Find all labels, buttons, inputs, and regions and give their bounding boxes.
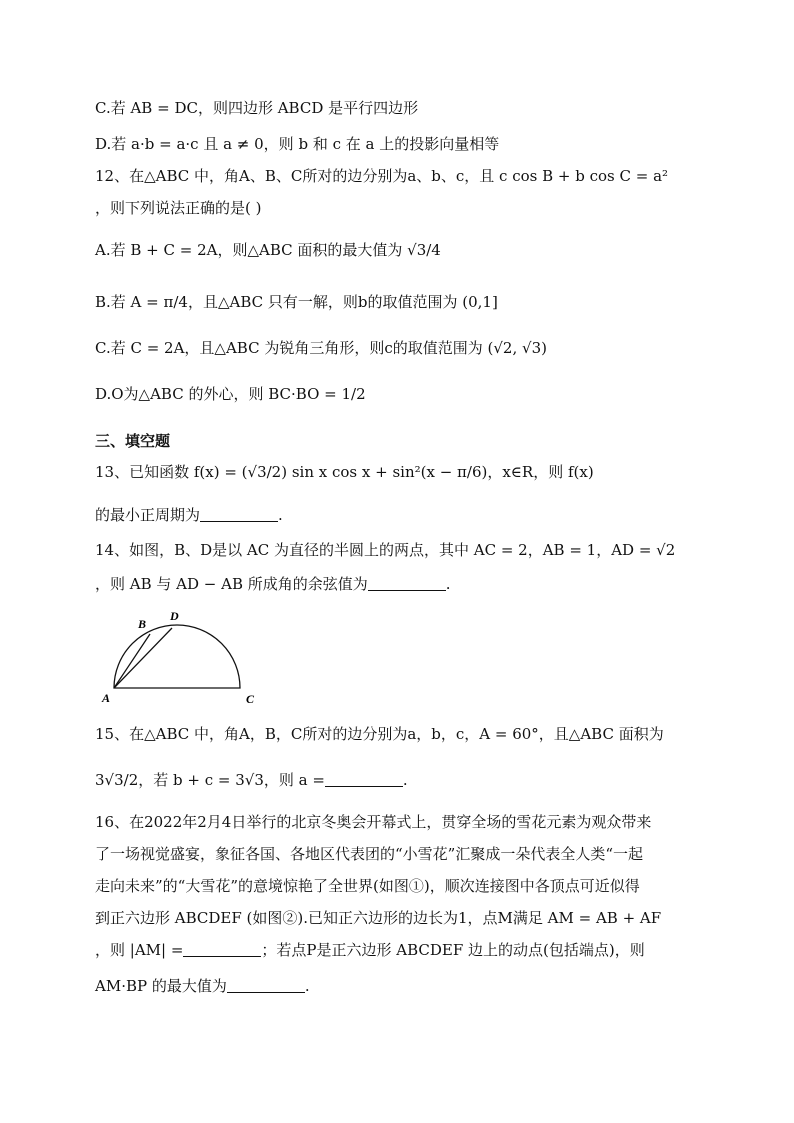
q16-line5: ，则 |AM| = ；若点P是正六边形 ABCDEF 边上的动点(包括端点)，则 <box>95 941 645 959</box>
label-b: B <box>138 617 147 631</box>
semicircle-figure <box>100 608 270 708</box>
q14-line1: 14、如图，B、D是以 AC 为直径的半圆上的两点，其中 AC = 2，AB = 1，AD = √2 <box>95 541 676 559</box>
q11-option-c: C.若 AB = DC，则四边形 ABCD 是平行四边形 <box>95 99 419 117</box>
segment-ad <box>114 628 172 688</box>
q14-line2: ，则 AB 与 AD − AB 所成角的余弦值为 . <box>95 575 451 593</box>
label-a: A <box>102 691 111 705</box>
label-c: C <box>246 692 255 706</box>
q12-option-b: B.若 A = π/4，且△ABC 只有一解，则b的取值范围为 (0,1] <box>95 293 498 311</box>
answer-blank <box>183 942 261 957</box>
q12-option-c: C.若 C = 2A，且△ABC 为锐角三角形，则c的取值范围为 (√2, √3) <box>95 339 547 357</box>
q12-stem-line1: 12、在△ABC 中，角A、B、C所对的边分别为a、b、c，且 c cos B + b cos C = a² <box>95 167 669 185</box>
q16-line4: 到正六边形 ABCDEF (如图②).已知正六边形的边长为1，点M满足 AM = AB + AF <box>95 909 662 927</box>
q16-line3: 走向未来”的“大雪花”的意境惊艳了全世界(如图①)，顺次连接图中各顶点可近似得 <box>95 877 640 895</box>
q12-stem-line2: ，则下列说法正确的是( ) <box>95 199 262 217</box>
q16-line2: 了一场视觉盛宴，象征各国、各地区代表团的“小雪花”汇聚成一朵代表全人类“一起 <box>95 845 644 863</box>
q15-line1: 15、在△ABC 中，角A，B，C所对的边分别为a，b，c，A = 60°，且△ABC 面积为 <box>95 725 664 743</box>
answer-blank <box>325 772 403 787</box>
label-d: D <box>170 609 179 623</box>
answer-blank <box>200 507 278 522</box>
section-title: 三、填空题 <box>95 432 171 450</box>
q11-option-d: D.若 a·b = a·c 且 a ≠ 0，则 b 和 c 在 a 上的投影向量相等 <box>95 135 500 153</box>
q12-option-a: A.若 B + C = 2A，则△ABC 面积的最大值为 √3/4 <box>95 241 441 259</box>
answer-blank <box>227 978 305 993</box>
q16-line6: AM·BP 的最大值为 . <box>95 977 310 995</box>
q16-line1: 16、在2022年2月4日举行的北京冬奥会开幕式上，贯穿全场的雪花元素为观众带来 <box>95 813 652 831</box>
q15-line2: 3√3/2，若 b + c = 3√3，则 a = . <box>95 771 408 789</box>
q13-line1: 13、已知函数 f(x) = (√3/2) sin x cos x + sin²(x − π/6)，x∈R，则 f(x) <box>95 463 594 481</box>
q13-line2: 的最小正周期为 . <box>95 506 283 524</box>
q12-option-d: D.O为△ABC 的外心，则 BC·BO = 1/2 <box>95 385 366 403</box>
semicircle-arc <box>114 625 240 688</box>
answer-blank <box>368 576 446 591</box>
